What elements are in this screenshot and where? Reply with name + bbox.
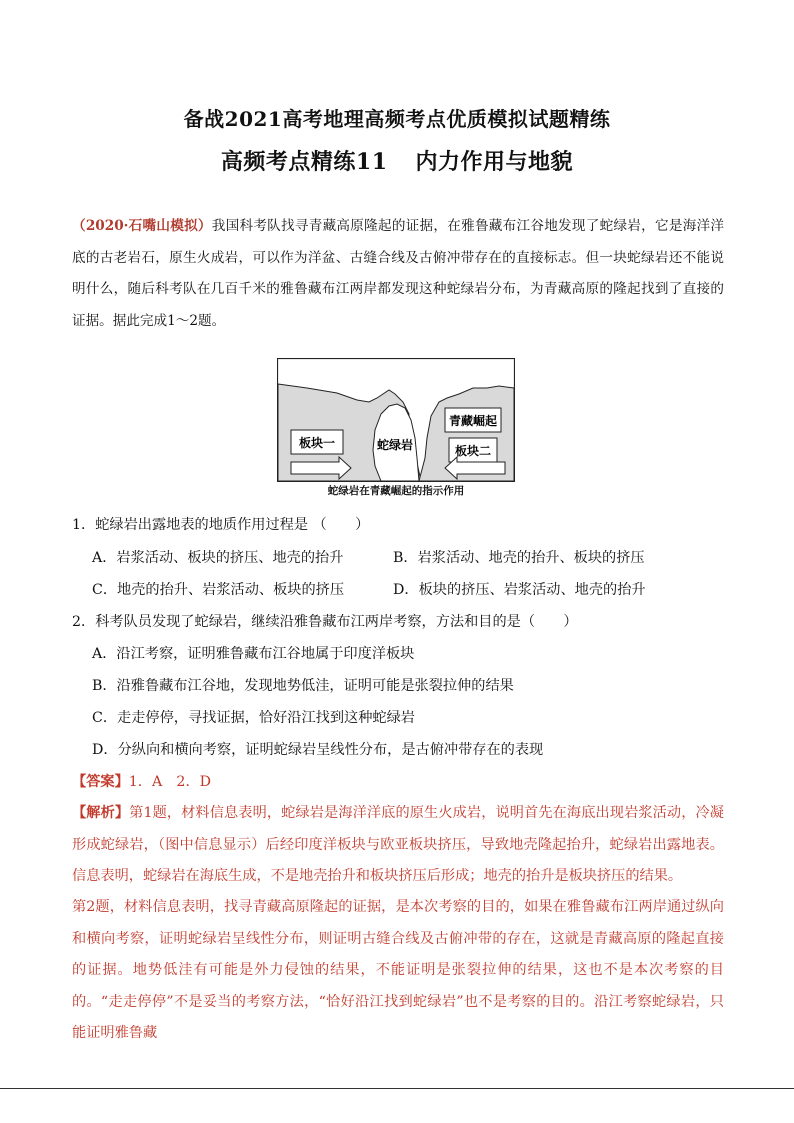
- analysis-paragraph-1: [72, 798, 724, 893]
- question-1-option-d: D．板块的挤压、岩浆活动、地壳的抬升: [393, 582, 646, 598]
- question-1-stem: 1．蛇绿岩出露地表的地质作用过程是 （ ）: [72, 517, 370, 533]
- plate-one-label: 板块一: [298, 436, 336, 450]
- question-2-option-c: C．走走停停，寻找证据，恰好沿江找到这种蛇绿岩: [92, 710, 415, 726]
- subtitle-topic-name: 内力作用与地貌: [415, 149, 574, 175]
- intro-paragraph: [72, 211, 724, 337]
- question-1-option-c: C．地壳的抬升、岩浆活动、板块的挤压: [92, 582, 345, 598]
- question-2-option-d: D．分纵向和横向考察，证明蛇绿岩呈线性分布，是古俯冲带存在的表现: [92, 742, 544, 758]
- question-2-option-b: B．沿雅鲁藏布江谷地，发现地势低洼，证明可能是张裂拉伸的结果: [92, 678, 514, 694]
- question-2-option-a: A．沿江考察，证明雅鲁藏布江谷地属于印度洋板块: [92, 646, 415, 662]
- document-subtitle: [0, 145, 794, 176]
- question-1-option-a: A．岩浆活动、板块的挤压、地壳的抬升: [92, 550, 344, 566]
- intro-source: （2020·石嘴山模拟）: [72, 218, 212, 234]
- analysis-text-1: 第1题，材料信息表明，蛇绿岩是海洋洋底的原生火成岩，说明首先在海底出现岩浆活动，冷凝形成蛇绿岩，（图中信息显示）后经印度洋板块与欧亚板块挤压，导致地壳隆起抬升，蛇绿岩出露地表。信息表明，蛇绿岩在海底生成，不是地壳抬升和板块挤压后形成；地壳的抬升是板块挤压的结果。: [72, 805, 724, 884]
- document-title: 备战2021高考地理高频考点优质模拟试题精练: [183, 107, 611, 131]
- subtitle-topic-number: 高频考点精练11: [220, 149, 388, 175]
- ophiolite-diagram: [277, 358, 515, 482]
- answer-label: 【答案】: [72, 774, 129, 790]
- question-1-option-b: B．岩浆活动、地壳的抬升、板块的挤压: [393, 550, 645, 566]
- footer-divider: [0, 1088, 794, 1089]
- uplift-label: 青藏崛起: [448, 414, 498, 428]
- answer-text: 1．A 2．D: [128, 774, 212, 790]
- ophiolite-label: 蛇绿岩: [376, 438, 414, 452]
- ophiolite-figure: [277, 358, 515, 482]
- plate-two-label: 板块二: [454, 444, 492, 458]
- analysis-paragraph-2: 第2题，材料信息表明，找寻青藏高原隆起的证据，是本次考察的目的，如果在雅鲁藏布江两岸通过纵向和横向考察，证明蛇绿岩呈线性分布，则证明古缝合线及古俯冲带的存在，这就是青藏高原的隆起直接的证据。地势低洼有可能是外力侵蚀的结果，不能证明是张裂拉伸的结果，这也不是本次考察的目的。“走走停停”不是妥当的考察方法，“恰好沿江找到蛇绿岩”也不是考察的目的。沿江考察蛇绿岩，只能证明雅鲁藏: [72, 899, 724, 1041]
- answer-line: [72, 771, 211, 791]
- figure-caption: 蛇绿岩在青藏崛起的指示作用: [327, 485, 465, 497]
- intro-text: 我国科考队找寻青藏高原隆起的证据，在雅鲁藏布江谷地发现了蛇绿岩，它是海洋洋底的古老岩石，原生火成岩，可以作为洋盆、古缝合线及古俯冲带存在的直接标志。但一块蛇绿岩还不能说明什么，随后科考队在几百千米的雅鲁藏布江两岸都发现这种蛇绿岩分布，为青藏高原的隆起找到了直接的证据。据此完成1～2题。: [72, 218, 724, 329]
- question-2-stem: 2．科考队员发现了蛇绿岩，继续沿雅鲁藏布江两岸考察，方法和目的是（ ）: [72, 614, 578, 630]
- analysis-label: 【解析】: [72, 805, 130, 821]
